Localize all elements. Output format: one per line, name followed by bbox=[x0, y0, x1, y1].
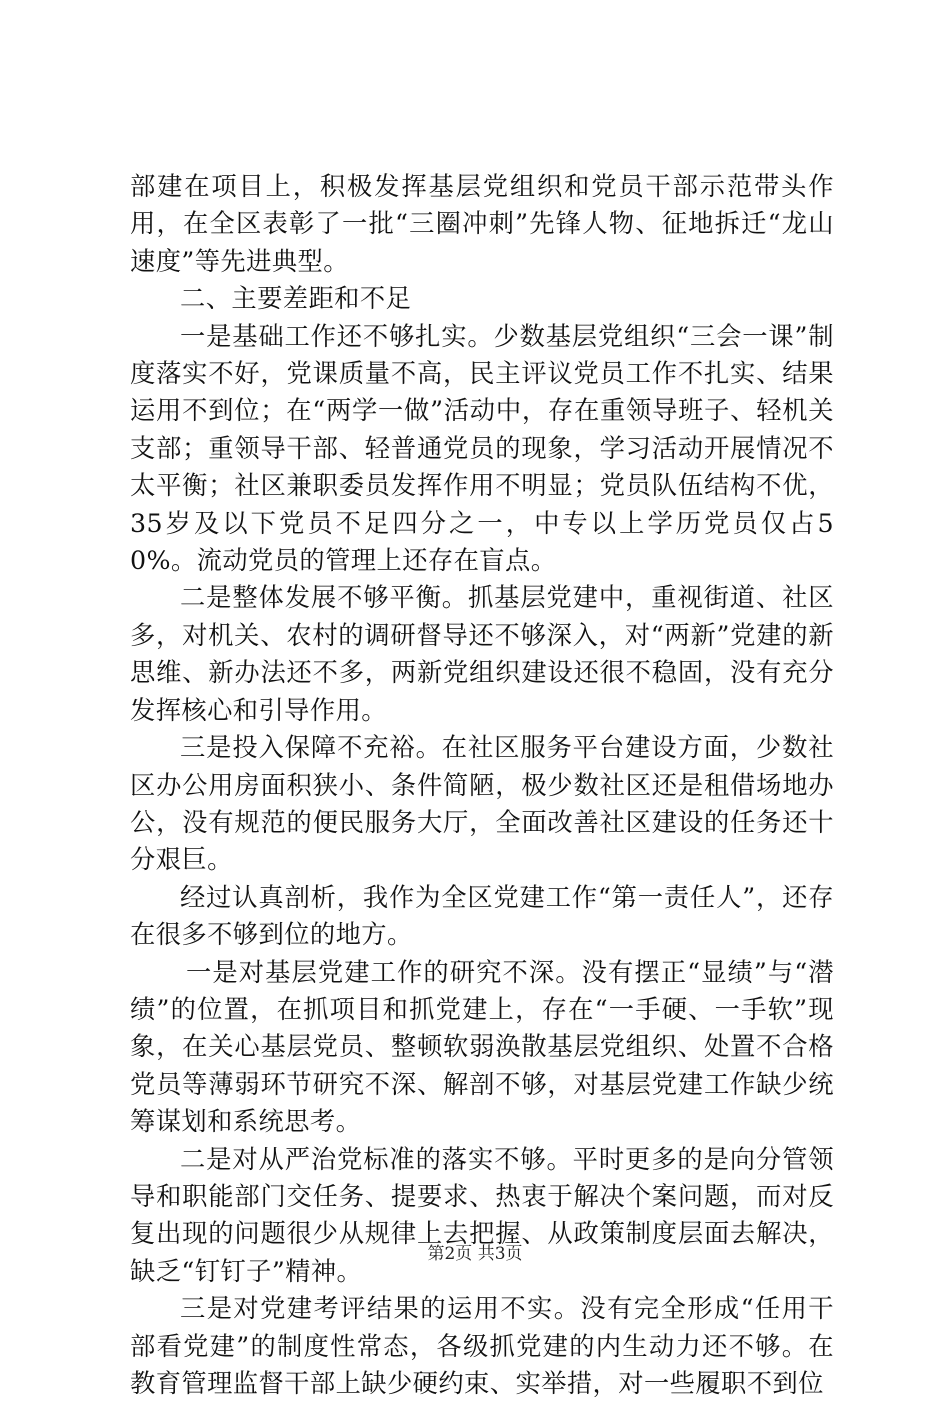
paragraph-evaluation: 三是对党建考评结果的运用不实。没有完全形成“任用干部看党建”的制度性常态，各级抓党建的内生动力还不够。在教育管理监督干部上缺少硬约束、实举措，对一些履职不到位 bbox=[130, 1294, 834, 1398]
paragraph-analysis: 经过认真剖析，我作为全区党建工作“第一责任人”，还存在很多不够到位的地方。 bbox=[130, 882, 834, 950]
paragraph-balance: 二是整体发展不够平衡。抓基层党建中，重视街道、社区多，对机关、农村的调研督导还不够深入，对“两新”党建的新思维、新办法还不多，两新党组织建设还很不稳固，没有充分发挥核心和引导作用。 bbox=[130, 583, 834, 725]
page-number: 第2页 共3页 bbox=[427, 1244, 523, 1264]
section-heading: 二、主要差距和不足 bbox=[180, 284, 412, 314]
paragraph-research: 一是对基层党建工作的研究不深。没有摆正“显绩”与“潜绩”的位置，在抓项目和抓党建上，存在“一手硬、一手软”现象，在关心基层党员、整顿软弱涣散基层党组织、处置不合格党员等薄弱环节研究不深、解剖不够，对基层党建工作缺少统筹谋划和系统思考。 bbox=[130, 957, 834, 1137]
paragraph-discipline: 二是对从严治党标准的落实不够。平时更多的是向分管领导和职能部门交任务、提要求、热衷于解决个案问题，而对反复出现的问题很少从规律上去把握、从政策制度层面去解决，缺乏“钉钉子”精神。 bbox=[130, 1144, 834, 1286]
paragraph-basic-work: 一是基础工作还不够扎实。少数基层党组织“三会一课”制度落实不好，党课质量不高，民主评议党员工作不扎实、结果运用不到位；在“两学一做”活动中，存在重领导班子、轻机关支部；重领导干部、轻普通党员的现象，学习活动开展情况不太平衡；社区兼职委员发挥作用不明显；党员队伍结构不优，35岁及以下党员不足四分之一，中专以上学历党员仅占50%。流动党员的管理上还存在盲点。 bbox=[130, 321, 834, 576]
paragraph-investment: 三是投入保障不充裕。在社区服务平台建设方面，少数社区办公用房面积狭小、条件简陋，极少数社区还是租借场地办公，没有规范的便民服务大厅，全面改善社区建设的任务还十分艰巨。 bbox=[130, 733, 834, 875]
document-body bbox=[130, 168, 834, 1402]
paragraph-continuation: 部建在项目上，积极发挥基层党组织和党员干部示范带头作用，在全区表彰了一批“三圈冲刺”先锋人物、征地拆迁“龙山速度”等先进典型。 bbox=[130, 172, 834, 276]
